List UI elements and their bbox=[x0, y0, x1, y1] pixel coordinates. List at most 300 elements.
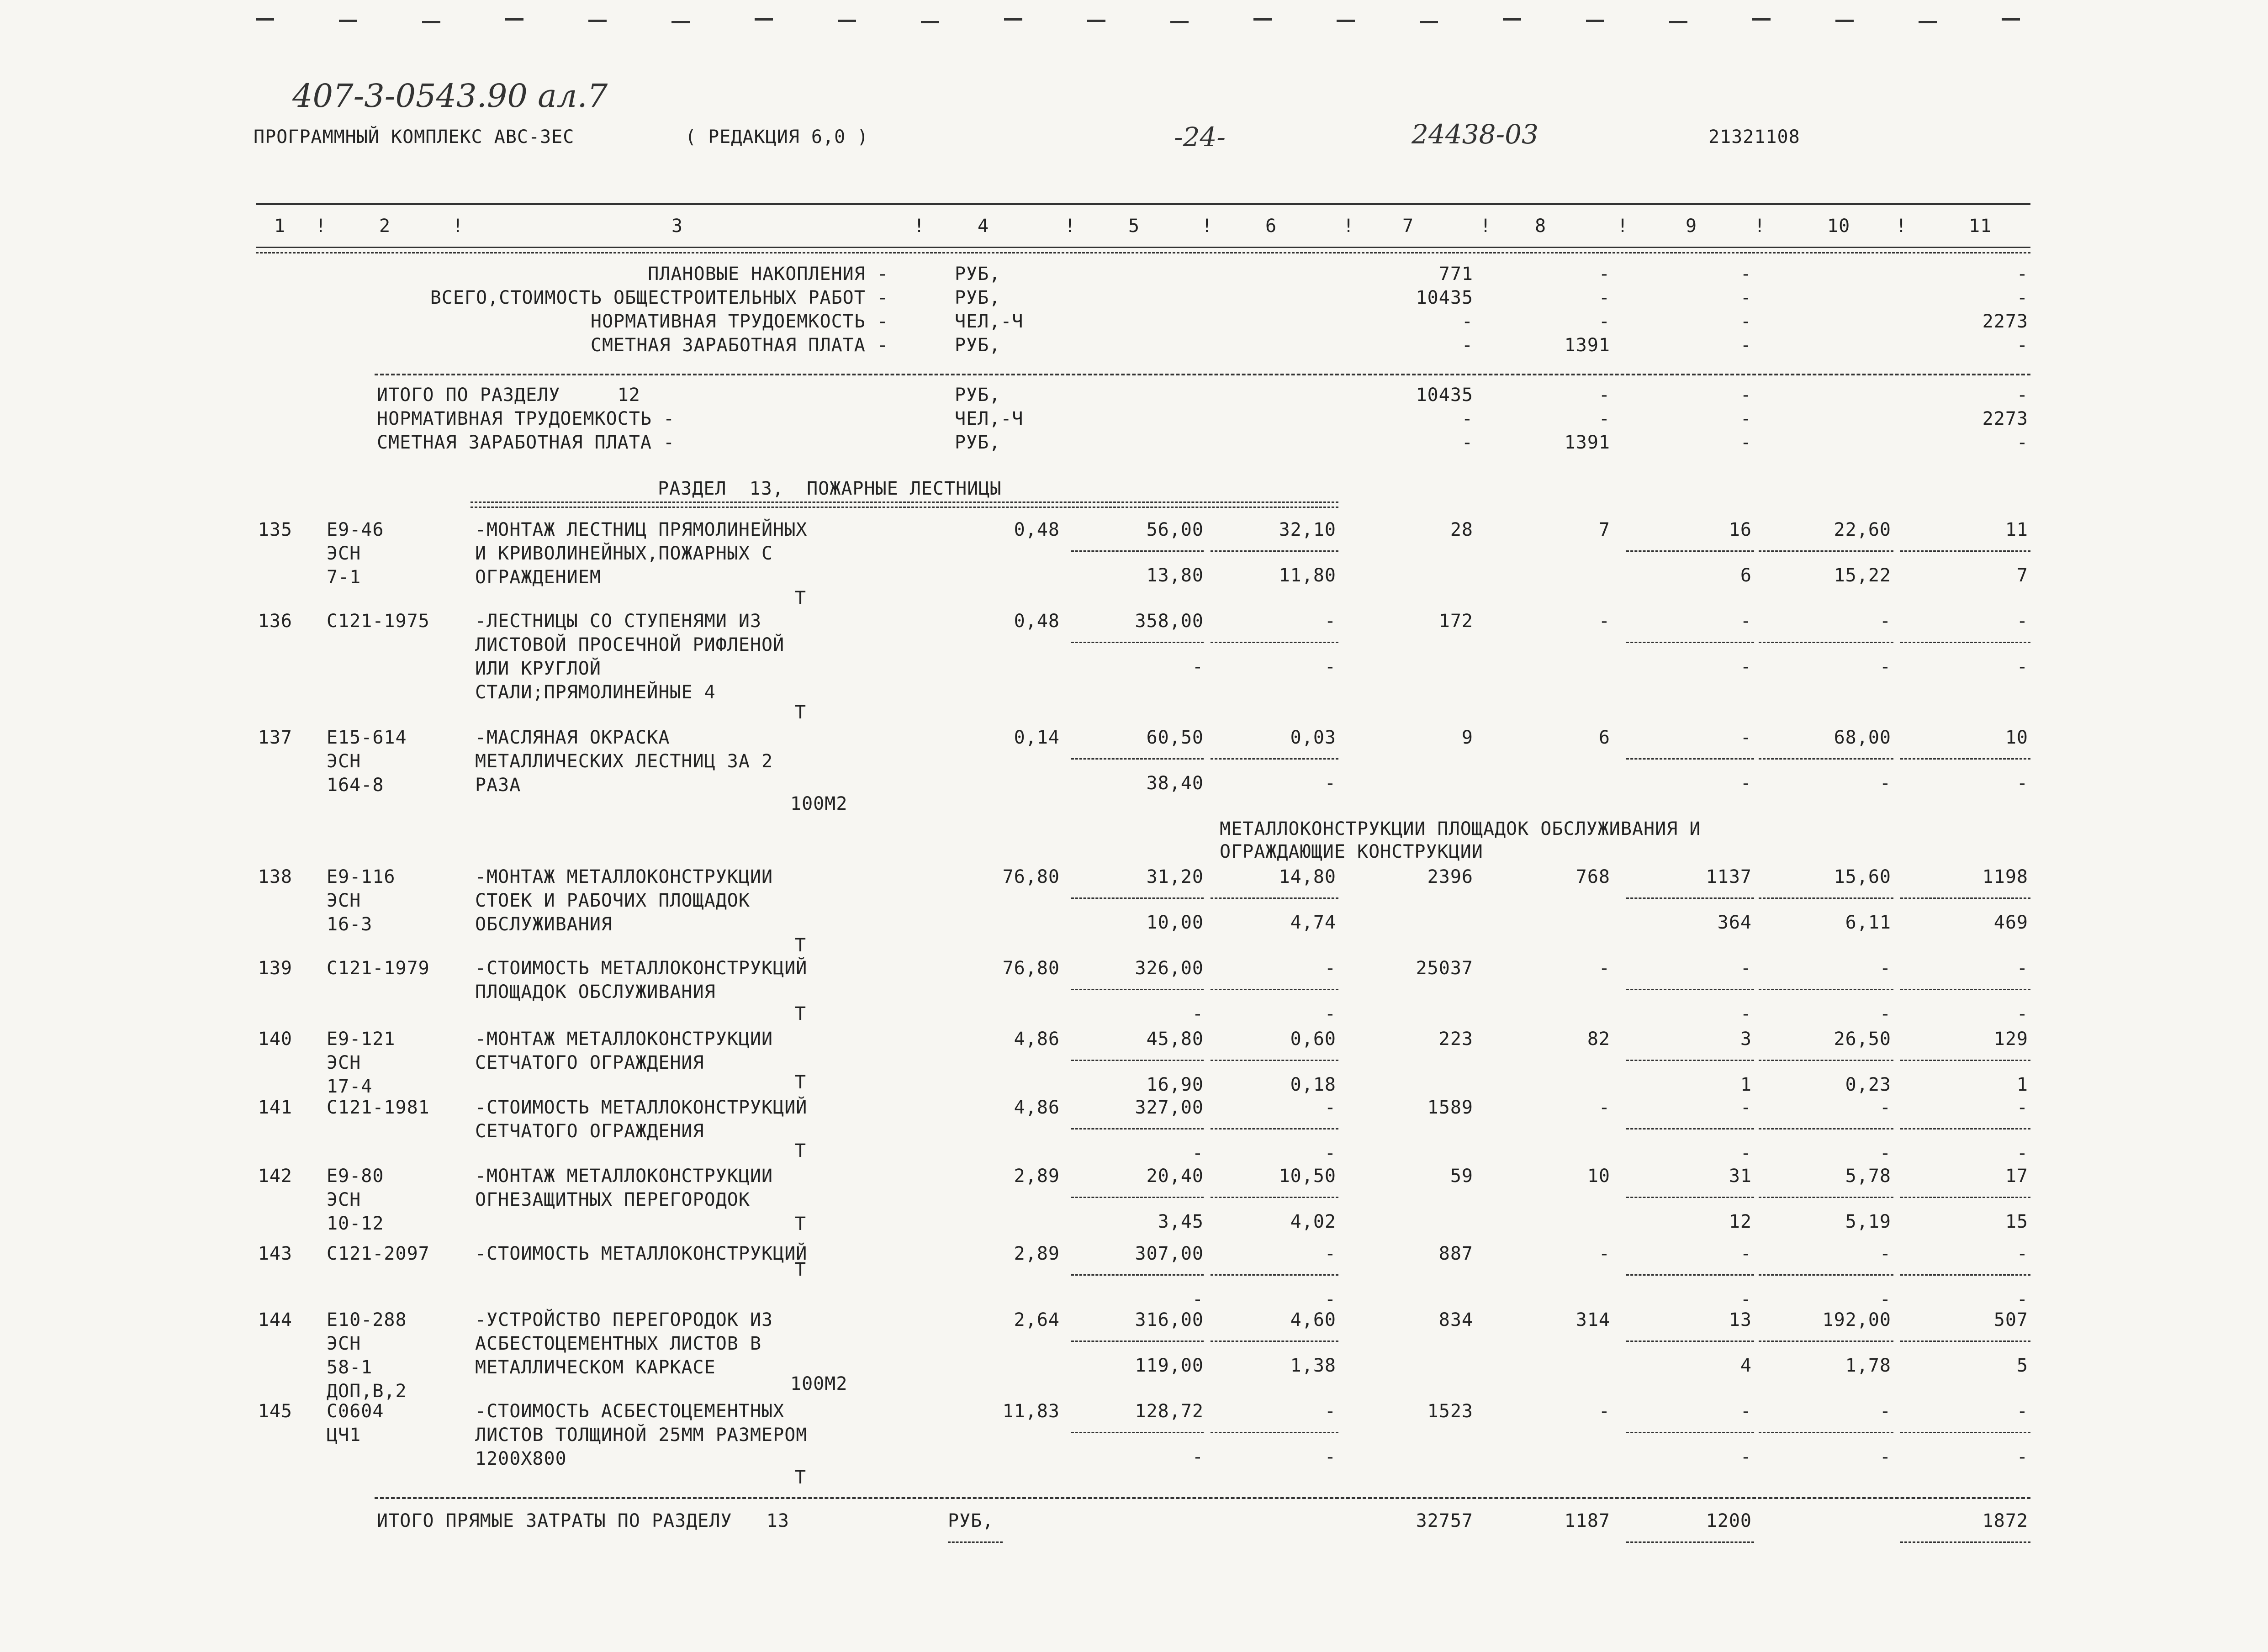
item-total-cost: 28 bbox=[1450, 519, 1473, 540]
summary2-row-col8: - bbox=[1598, 385, 1610, 406]
top-edge-mark bbox=[1337, 20, 1355, 22]
item-value-separator bbox=[1759, 1432, 1893, 1433]
item-description: -МОНТАЖ МЕТАЛЛОКОНСТРУКЦИИ bbox=[475, 1029, 773, 1050]
item-quantity: 76,80 bbox=[1002, 958, 1060, 979]
item-value-separator bbox=[1900, 1197, 2030, 1198]
item-number: 140 bbox=[258, 1029, 292, 1050]
top-edge-mark bbox=[1004, 18, 1022, 21]
item-description: ОБСЛУЖИВАНИЯ bbox=[475, 914, 613, 935]
item-labor-total: 10 bbox=[2005, 727, 2028, 748]
item-machine-labor-total: 7 bbox=[2016, 565, 2028, 586]
item-labor-total: - bbox=[2016, 958, 2028, 979]
table-top-rule bbox=[256, 203, 2030, 205]
item-quantity: 2,89 bbox=[1014, 1166, 1060, 1187]
total-col11: 1872 bbox=[1982, 1510, 2028, 1531]
item-description: -СТОИМОСТЬ АСБЕСТОЦЕМЕНТНЫХ bbox=[475, 1401, 785, 1422]
top-edge-mark bbox=[671, 21, 690, 23]
item-value-separator bbox=[1759, 1341, 1893, 1342]
item-number: 141 bbox=[258, 1097, 292, 1118]
item-unit-price: 307,00 bbox=[1135, 1243, 1204, 1264]
item-machine-labor-total: - bbox=[2016, 1003, 2028, 1024]
item-value-separator bbox=[1759, 1060, 1893, 1061]
total-top-rule bbox=[375, 1497, 2030, 1499]
item-machine-labor-total: 469 bbox=[1993, 912, 2028, 933]
top-edge-mark bbox=[1586, 20, 1604, 22]
item-unit-wage: 3,45 bbox=[1158, 1211, 1204, 1232]
summary1-row-name: СМЕТНАЯ ЗАРАБОТНАЯ ПЛАТА - bbox=[590, 335, 888, 356]
column-number-10: 10 bbox=[1827, 216, 1850, 237]
item-total-machines: - bbox=[1740, 727, 1752, 748]
item-value-separator bbox=[1900, 1274, 2030, 1276]
total-col9-underline bbox=[1626, 1541, 1754, 1543]
item-value-separator bbox=[1626, 550, 1754, 552]
summary2-row-unit: РУБ, bbox=[955, 432, 1001, 453]
item-unit-machine-wage: - bbox=[1324, 773, 1336, 794]
item-labor-total: - bbox=[2016, 611, 2028, 632]
item-unit-price: 326,00 bbox=[1135, 958, 1204, 979]
item-description: СТОЕК И РАБОЧИХ ПЛОЩАДОК bbox=[475, 890, 750, 911]
summary1-row-col8: - bbox=[1598, 264, 1610, 285]
summary2-row-col11: - bbox=[2016, 432, 2028, 453]
item-machine-labor-total: - bbox=[2016, 656, 2028, 677]
item-machine-labor-per-unit: - bbox=[1879, 1143, 1891, 1164]
item-total-machine-wage: - bbox=[1740, 1143, 1752, 1164]
subsection-title-line-2: ОГРАЖДАЮЩИЕ КОНСТРУКЦИИ bbox=[1220, 841, 1483, 862]
item-total-wage: - bbox=[1598, 958, 1610, 979]
handwritten-document-code: 407-3-0543.90 ал.7 bbox=[292, 77, 608, 115]
item-labor-total: 1198 bbox=[1982, 866, 2028, 887]
summary1-row-col9: - bbox=[1740, 335, 1752, 356]
item-number: 135 bbox=[258, 519, 292, 540]
item-unit-wage: - bbox=[1192, 1143, 1204, 1164]
item-total-machines: 3 bbox=[1740, 1029, 1752, 1050]
item-labor-per-unit: - bbox=[1879, 1243, 1891, 1264]
total-unit-underline bbox=[948, 1541, 1003, 1543]
item-total-machine-wage: 4 bbox=[1740, 1355, 1752, 1376]
item-total-wage: - bbox=[1598, 1243, 1610, 1264]
item-code: ЭСН bbox=[327, 543, 361, 564]
item-value-separator bbox=[1211, 758, 1338, 760]
item-description: РАЗА bbox=[475, 775, 521, 796]
item-total-wage: - bbox=[1598, 1097, 1610, 1118]
item-value-separator bbox=[1626, 758, 1754, 760]
item-machine-labor-per-unit: 15,22 bbox=[1834, 565, 1891, 586]
item-value-separator bbox=[1071, 1432, 1204, 1433]
item-total-cost: 2396 bbox=[1427, 866, 1473, 887]
item-total-wage: 7 bbox=[1598, 519, 1610, 540]
item-value-separator bbox=[1900, 1060, 2030, 1061]
item-unit-machines: 14,80 bbox=[1279, 866, 1336, 887]
item-value-separator bbox=[1626, 1274, 1754, 1276]
item-quantity: 4,86 bbox=[1014, 1029, 1060, 1050]
item-total-cost: 1523 bbox=[1427, 1401, 1473, 1422]
item-description: 1200Х800 bbox=[475, 1448, 567, 1469]
item-value-separator bbox=[1071, 550, 1204, 552]
item-labor-per-unit: - bbox=[1879, 958, 1891, 979]
item-quantity: 2,64 bbox=[1014, 1309, 1060, 1330]
program-title: ПРОГРАММНЫЙ КОМПЛЕКС АВС-3ЕС bbox=[254, 127, 575, 148]
summary1-row-name: ВСЕГО,СТОИМОСТЬ ОБЩЕСТРОИТЕЛЬНЫХ РАБОТ - bbox=[430, 287, 888, 308]
item-machine-labor-per-unit: - bbox=[1879, 1003, 1891, 1024]
top-edge-mark bbox=[1170, 21, 1189, 23]
item-labor-total: 507 bbox=[1993, 1309, 2028, 1330]
top-edge-mark bbox=[588, 20, 607, 22]
top-edge-mark bbox=[422, 21, 440, 23]
item-unit-machines: 10,50 bbox=[1279, 1166, 1336, 1187]
item-value-separator bbox=[1626, 1341, 1754, 1342]
item-machine-labor-total: 1 bbox=[2016, 1074, 2028, 1095]
total-unit: РУБ, bbox=[948, 1510, 994, 1531]
item-labor-total: - bbox=[2016, 1401, 2028, 1422]
item-labor-per-unit: - bbox=[1879, 1097, 1891, 1118]
item-total-wage: 82 bbox=[1587, 1029, 1610, 1050]
total-col8: 1187 bbox=[1564, 1510, 1610, 1531]
item-quantity: 0,14 bbox=[1014, 727, 1060, 748]
item-unit: 100М2 bbox=[790, 1373, 848, 1394]
item-value-separator bbox=[1900, 550, 2030, 552]
item-code: С121-1981 bbox=[327, 1097, 430, 1118]
column-number-5: 5 bbox=[1128, 216, 1140, 237]
item-description: СТАЛИ;ПРЯМОЛИНЕЙНЫЕ 4 bbox=[475, 682, 716, 703]
summary2-row-unit: РУБ, bbox=[955, 385, 1001, 406]
item-description: ЛИСТОВ ТОЛЩИНОЙ 25ММ РАЗМЕРОМ bbox=[475, 1425, 808, 1446]
top-edge-mark bbox=[505, 18, 523, 21]
item-code: ЭСН bbox=[327, 1189, 361, 1210]
item-unit-machines: 4,60 bbox=[1290, 1309, 1336, 1330]
item-labor-per-unit: 26,50 bbox=[1834, 1029, 1891, 1050]
item-description: МЕТАЛЛИЧЕСКИХ ЛЕСТНИЦ ЗА 2 bbox=[475, 751, 773, 772]
item-total-cost: 223 bbox=[1438, 1029, 1473, 1050]
item-unit-price: 316,00 bbox=[1135, 1309, 1204, 1330]
item-value-separator bbox=[1071, 1060, 1204, 1061]
item-total-cost: 9 bbox=[1461, 727, 1473, 748]
item-unit-machines: 0,03 bbox=[1290, 727, 1336, 748]
item-value-separator bbox=[1071, 1197, 1204, 1198]
column-number-2: 2 bbox=[379, 216, 391, 237]
item-total-cost: 1589 bbox=[1427, 1097, 1473, 1118]
item-total-machines: 13 bbox=[1729, 1309, 1752, 1330]
item-code: Е10-288 bbox=[327, 1309, 407, 1330]
item-unit-wage: 38,40 bbox=[1146, 773, 1204, 794]
top-edge-mark bbox=[1752, 18, 1771, 21]
item-total-machines: - bbox=[1740, 1097, 1752, 1118]
column-number-6: 6 bbox=[1265, 216, 1277, 237]
item-unit: Т bbox=[795, 702, 807, 723]
item-labor-total: - bbox=[2016, 1097, 2028, 1118]
item-description: И КРИВОЛИНЕЙНЫХ,ПОЖАРНЫХ С bbox=[475, 543, 773, 564]
item-unit-machines: - bbox=[1324, 1243, 1336, 1264]
item-description: -МАСЛЯНАЯ ОКРАСКА bbox=[475, 727, 670, 748]
item-total-machines: - bbox=[1740, 1243, 1752, 1264]
top-edge-mark bbox=[2002, 18, 2020, 21]
item-value-separator bbox=[1900, 758, 2030, 760]
item-unit-machines: - bbox=[1324, 1401, 1336, 1422]
item-unit-machine-wage: - bbox=[1324, 1143, 1336, 1164]
item-total-machine-wage: - bbox=[1740, 1289, 1752, 1310]
item-unit-wage: 10,00 bbox=[1146, 912, 1204, 933]
item-code: ЭСН bbox=[327, 751, 361, 772]
item-number: 145 bbox=[258, 1401, 292, 1422]
column-separator: ! bbox=[1754, 216, 1766, 237]
item-value-separator bbox=[1759, 1128, 1893, 1129]
item-description: -МОНТАЖ ЛЕСТНИЦ ПРЯМОЛИНЕЙНЫХ bbox=[475, 519, 808, 540]
column-number-11: 11 bbox=[1969, 216, 1992, 237]
item-number: 137 bbox=[258, 727, 292, 748]
item-labor-total: 11 bbox=[2005, 519, 2028, 540]
item-labor-per-unit: 15,60 bbox=[1834, 866, 1891, 887]
item-description: ИЛИ КРУГЛОЙ bbox=[475, 658, 601, 679]
summary2-row-col9: - bbox=[1740, 408, 1752, 429]
summary1-row-col9: - bbox=[1740, 287, 1752, 308]
item-value-separator bbox=[1759, 1274, 1893, 1276]
summary1-row-unit: РУБ, bbox=[955, 335, 1001, 356]
summary2-row-col7: - bbox=[1461, 408, 1473, 429]
item-value-separator bbox=[1900, 642, 2030, 643]
column-number-3: 3 bbox=[671, 216, 683, 237]
item-total-wage: 314 bbox=[1575, 1309, 1610, 1330]
item-quantity: 76,80 bbox=[1002, 866, 1060, 887]
column-number-9: 9 bbox=[1686, 216, 1697, 237]
item-labor-total: 129 bbox=[1993, 1029, 2028, 1050]
item-number: 136 bbox=[258, 611, 292, 632]
item-code: Е9-46 bbox=[327, 519, 384, 540]
item-total-machine-wage: 364 bbox=[1717, 912, 1752, 933]
item-machine-labor-total: - bbox=[2016, 1446, 2028, 1467]
item-machine-labor-per-unit: 1,78 bbox=[1845, 1355, 1891, 1376]
item-value-separator bbox=[1759, 1197, 1893, 1198]
item-quantity: 11,83 bbox=[1002, 1401, 1060, 1422]
top-edge-mark bbox=[1919, 21, 1937, 23]
summary2-row-col7: 10435 bbox=[1416, 385, 1473, 406]
item-value-separator bbox=[1211, 1197, 1338, 1198]
column-separator: ! bbox=[1896, 216, 1908, 237]
item-total-wage: 6 bbox=[1598, 727, 1610, 748]
item-machine-labor-per-unit: 5,19 bbox=[1845, 1211, 1891, 1232]
column-separator: ! bbox=[1343, 216, 1355, 237]
item-value-separator bbox=[1211, 1341, 1338, 1342]
item-value-separator bbox=[1900, 989, 2030, 990]
summary2-row-col8: - bbox=[1598, 408, 1610, 429]
item-total-machines: 31 bbox=[1729, 1166, 1752, 1187]
item-unit-price: 128,72 bbox=[1135, 1401, 1204, 1422]
column-separator: ! bbox=[1201, 216, 1213, 237]
item-description: -ЛЕСТНИЦЫ СО СТУПЕНЯМИ ИЗ bbox=[475, 611, 762, 632]
item-value-separator bbox=[1211, 1060, 1338, 1061]
summary1-row-name: ПЛАНОВЫЕ НАКОПЛЕНИЯ - bbox=[648, 264, 888, 285]
item-code: 164-8 bbox=[327, 775, 384, 796]
item-unit-price: 60,50 bbox=[1146, 727, 1204, 748]
item-description: -МОНТАЖ МЕТАЛЛОКОНСТРУКЦИИ bbox=[475, 866, 773, 887]
item-description: ПЛОЩАДОК ОБСЛУЖИВАНИЯ bbox=[475, 982, 716, 1003]
summary-separator-rule bbox=[375, 374, 2030, 375]
top-edge-mark bbox=[755, 18, 773, 21]
item-number: 144 bbox=[258, 1309, 292, 1330]
item-value-separator bbox=[1071, 642, 1204, 643]
item-unit-machine-wage: - bbox=[1324, 1289, 1336, 1310]
item-unit-price: 327,00 bbox=[1135, 1097, 1204, 1118]
item-total-machine-wage: - bbox=[1740, 656, 1752, 677]
summary2-row-col7: - bbox=[1461, 432, 1473, 453]
item-total-wage: - bbox=[1598, 611, 1610, 632]
item-unit-machine-wage: 0,18 bbox=[1290, 1074, 1336, 1095]
top-edge-mark bbox=[1669, 21, 1687, 23]
item-value-separator bbox=[1759, 550, 1893, 552]
item-description: СЕТЧАТОГО ОГРАЖДЕНИЯ bbox=[475, 1121, 704, 1142]
item-description: -МОНТАЖ МЕТАЛЛОКОНСТРУКЦИИ bbox=[475, 1166, 773, 1187]
item-machine-labor-per-unit: - bbox=[1879, 1446, 1891, 1467]
document-id: 21321108 bbox=[1708, 127, 1800, 148]
top-edge-mark bbox=[1835, 20, 1854, 22]
item-value-separator bbox=[1900, 1341, 2030, 1342]
total-col11-underline bbox=[1900, 1541, 2030, 1543]
summary1-row-col7: - bbox=[1461, 311, 1473, 332]
summary2-row-unit: ЧЕЛ,-Ч bbox=[955, 408, 1024, 429]
item-total-cost: 834 bbox=[1438, 1309, 1473, 1330]
item-total-machine-wage: 6 bbox=[1740, 565, 1752, 586]
item-number: 143 bbox=[258, 1243, 292, 1264]
summary1-row-col8: - bbox=[1598, 311, 1610, 332]
summary1-row-col11: - bbox=[2016, 335, 2028, 356]
item-machine-labor-per-unit: - bbox=[1879, 656, 1891, 677]
column-separator: ! bbox=[1480, 216, 1492, 237]
item-description: -УСТРОЙСТВО ПЕРЕГОРОДОК ИЗ bbox=[475, 1309, 773, 1330]
item-total-cost: 887 bbox=[1438, 1243, 1473, 1264]
summary1-row-col11: 2273 bbox=[1982, 311, 2028, 332]
item-quantity: 2,89 bbox=[1014, 1243, 1060, 1264]
summary1-row-col9: - bbox=[1740, 311, 1752, 332]
item-value-separator bbox=[1626, 1128, 1754, 1129]
top-edge-mark bbox=[1253, 18, 1272, 21]
item-unit-machine-wage: 11,80 bbox=[1279, 565, 1336, 586]
item-value-separator bbox=[1759, 642, 1893, 643]
summary2-row-name: НОРМАТИВНАЯ ТРУДОЕМКОСТЬ - bbox=[377, 408, 675, 429]
item-code: ДОП,В,2 bbox=[327, 1381, 407, 1402]
item-total-cost: 25037 bbox=[1416, 958, 1473, 979]
item-total-machines: - bbox=[1740, 958, 1752, 979]
item-value-separator bbox=[1211, 897, 1338, 899]
item-value-separator bbox=[1900, 1432, 2030, 1433]
item-machine-labor-total: - bbox=[2016, 773, 2028, 794]
item-unit: Т bbox=[795, 1003, 807, 1024]
subsection-title-line-1: МЕТАЛЛОКОНСТРУКЦИИ ПЛОЩАДОК ОБСЛУЖИВАНИЯ И bbox=[1220, 818, 1701, 839]
summary2-row-col11: - bbox=[2016, 385, 2028, 406]
column-separator: ! bbox=[1617, 216, 1629, 237]
item-unit-machine-wage: - bbox=[1324, 656, 1336, 677]
item-total-machine-wage: 1 bbox=[1740, 1074, 1752, 1095]
item-value-separator bbox=[1626, 1060, 1754, 1061]
item-labor-total: 17 bbox=[2005, 1166, 2028, 1187]
item-total-machines: 16 bbox=[1729, 519, 1752, 540]
top-edge-mark bbox=[1420, 21, 1438, 23]
item-code: С121-1975 bbox=[327, 611, 430, 632]
item-value-separator bbox=[1071, 1274, 1204, 1276]
item-unit: Т bbox=[795, 935, 807, 956]
item-machine-labor-per-unit: - bbox=[1879, 1289, 1891, 1310]
item-description: АСБЕСТОЦЕМЕНТНЫХ ЛИСТОВ В bbox=[475, 1333, 762, 1354]
item-quantity: 0,48 bbox=[1014, 611, 1060, 632]
item-description: ЛИСТОВОЙ ПРОСЕЧНОЙ РИФЛЕНОЙ bbox=[475, 634, 785, 655]
item-labor-per-unit: 22,60 bbox=[1834, 519, 1891, 540]
item-code: С121-1979 bbox=[327, 958, 430, 979]
top-edge-mark bbox=[256, 18, 274, 21]
top-edge-mark bbox=[339, 20, 357, 22]
item-labor-total: - bbox=[2016, 1243, 2028, 1264]
item-value-separator bbox=[1071, 1341, 1204, 1342]
item-value-separator bbox=[1071, 758, 1204, 760]
item-code: Е9-80 bbox=[327, 1166, 384, 1187]
item-number: 138 bbox=[258, 866, 292, 887]
item-unit-machine-wage: 1,38 bbox=[1290, 1355, 1336, 1376]
item-labor-per-unit: 68,00 bbox=[1834, 727, 1891, 748]
total-label: ИТОГО ПРЯМЫЕ ЗАТРАТЫ ПО РАЗДЕЛУ 13 bbox=[377, 1510, 789, 1531]
item-total-wage: 768 bbox=[1575, 866, 1610, 887]
item-code: С121-2097 bbox=[327, 1243, 430, 1264]
item-number: 139 bbox=[258, 958, 292, 979]
item-code: 58-1 bbox=[327, 1357, 373, 1378]
column-number-4: 4 bbox=[978, 216, 989, 237]
item-value-separator bbox=[1071, 989, 1204, 990]
item-description: МЕТАЛЛИЧЕСКОМ КАРКАСЕ bbox=[475, 1357, 716, 1378]
item-unit: Т bbox=[795, 1467, 807, 1488]
item-unit-machine-wage: 4,74 bbox=[1290, 912, 1336, 933]
summary2-row-col11: 2273 bbox=[1982, 408, 2028, 429]
header-bottom-rule-dashed bbox=[256, 252, 2030, 253]
item-value-separator bbox=[1626, 642, 1754, 643]
item-unit-wage: - bbox=[1192, 1003, 1204, 1024]
item-unit-wage: 119,00 bbox=[1135, 1355, 1204, 1376]
top-edge-mark bbox=[1503, 18, 1521, 21]
item-number: 142 bbox=[258, 1166, 292, 1187]
item-machine-labor-total: - bbox=[2016, 1289, 2028, 1310]
item-machine-labor-total: - bbox=[2016, 1143, 2028, 1164]
summary2-row-name: СМЕТНАЯ ЗАРАБОТНАЯ ПЛАТА - bbox=[377, 432, 675, 453]
column-number-8: 8 bbox=[1535, 216, 1547, 237]
summary2-row-name: ИТОГО ПО РАЗДЕЛУ 12 bbox=[377, 385, 640, 406]
item-value-separator bbox=[1211, 989, 1338, 990]
item-total-machine-wage: - bbox=[1740, 1446, 1752, 1467]
item-quantity: 4,86 bbox=[1014, 1097, 1060, 1118]
item-value-separator bbox=[1211, 550, 1338, 552]
item-machine-labor-total: 5 bbox=[2016, 1355, 2028, 1376]
item-machine-labor-per-unit: 6,11 bbox=[1845, 912, 1891, 933]
summary1-row-col11: - bbox=[2016, 264, 2028, 285]
item-code: 7-1 bbox=[327, 567, 361, 588]
item-labor-per-unit: - bbox=[1879, 611, 1891, 632]
item-code: Е9-121 bbox=[327, 1029, 396, 1050]
item-unit-wage: 13,80 bbox=[1146, 565, 1204, 586]
item-description: -СТОИМОСТЬ МЕТАЛЛОКОНСТРУКЦИЙ bbox=[475, 1097, 808, 1118]
item-value-separator bbox=[1759, 758, 1893, 760]
item-code: С0604 bbox=[327, 1401, 384, 1422]
item-value-separator bbox=[1900, 897, 2030, 899]
item-value-separator bbox=[1211, 1274, 1338, 1276]
item-unit-price: 358,00 bbox=[1135, 611, 1204, 632]
summary1-row-col8: 1391 bbox=[1564, 335, 1610, 356]
column-number-1: 1 bbox=[274, 216, 286, 237]
section-title: РАЗДЕЛ 13, ПОЖАРНЫЕ ЛЕСТНИЦЫ bbox=[658, 478, 1002, 499]
item-code: 17-4 bbox=[327, 1076, 373, 1097]
item-description: ОГРАЖДЕНИЕМ bbox=[475, 567, 601, 588]
item-total-machines: - bbox=[1740, 611, 1752, 632]
item-unit: Т bbox=[795, 588, 807, 609]
item-labor-per-unit: 5,78 bbox=[1845, 1166, 1891, 1187]
summary1-row-name: НОРМАТИВНАЯ ТРУДОЕМКОСТЬ - bbox=[590, 311, 888, 332]
summary1-row-unit: РУБ, bbox=[955, 287, 1001, 308]
item-unit-price: 56,00 bbox=[1146, 519, 1204, 540]
column-separator: ! bbox=[1064, 216, 1076, 237]
item-value-separator bbox=[1759, 989, 1893, 990]
item-unit-machines: - bbox=[1324, 958, 1336, 979]
